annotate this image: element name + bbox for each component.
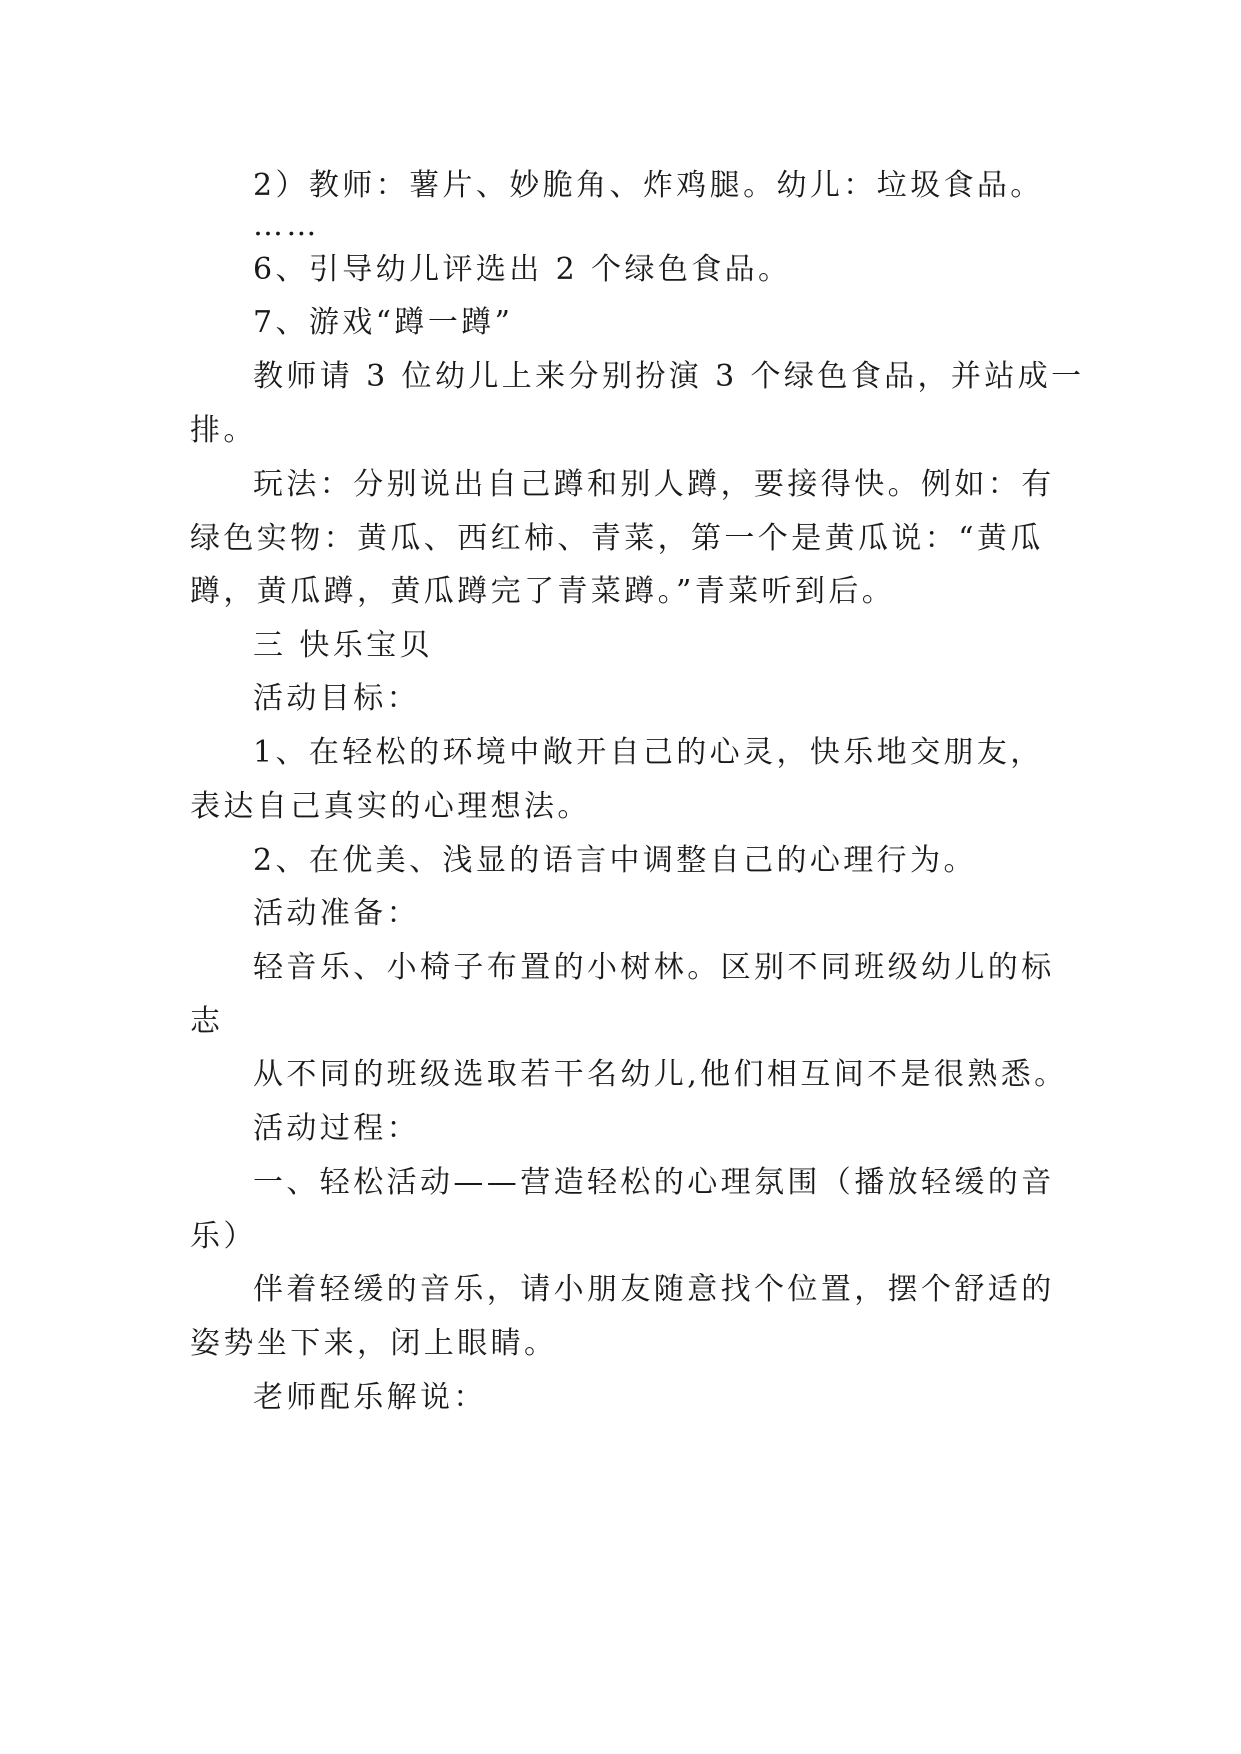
text-line-24: 老师配乐解说：	[253, 1380, 487, 1415]
text-line-19: 活动过程：	[253, 1111, 420, 1146]
text-line-18: 从不同的班级选取若干名幼儿,他们相互间不是很熟悉。	[253, 1057, 1068, 1092]
text-line-17: 志	[190, 1004, 224, 1039]
text-line-16: 轻音乐、小椅子布置的小树林。区别不同班级幼儿的标	[253, 950, 1055, 985]
text-line-1: 2）教师：薯片、妙脆角、炸鸡腿。幼儿：垃圾食品。	[253, 168, 1044, 203]
text-line-2: ……	[253, 208, 320, 243]
text-line-14: 2、在优美、浅显的语言中调整自己的心理行为。	[253, 843, 977, 878]
text-line-4: 7、游戏“蹲一蹲”	[253, 305, 514, 340]
text-line-9: 蹲，黄瓜蹲，黄瓜蹲完了青菜蹲。”青菜听到后。	[190, 574, 896, 609]
text-line-12: 1、在轻松的环境中敞开自己的心灵，快乐地交朋友，	[253, 735, 1044, 770]
text-line-3: 6、引导幼儿评选出 2 个绿色食品。	[253, 252, 792, 287]
text-line-23: 姿势坐下来，闭上眼睛。	[190, 1326, 558, 1361]
text-line-5: 教师请 3 位幼儿上来分别扮演 3 个绿色食品，并站成一	[253, 359, 1085, 394]
text-line-7: 玩法：分别说出自己蹲和别人蹲，要接得快。例如：有	[253, 467, 1055, 502]
text-line-8: 绿色实物：黄瓜、西红柿、青菜，第一个是黄瓜说：“黄瓜	[190, 521, 1044, 556]
text-line-20: 一、轻松活动——营造轻松的心理氛围（播放轻缓的音	[253, 1165, 1055, 1200]
text-line-11: 活动目标：	[253, 681, 420, 716]
section-heading: 三 快乐宝贝	[253, 628, 433, 663]
text-line-15: 活动准备：	[253, 896, 420, 931]
text-line-21: 乐）	[190, 1219, 257, 1254]
text-line-6: 排。	[190, 413, 257, 448]
text-line-22: 伴着轻缓的音乐，请小朋友随意找个位置，摆个舒适的	[253, 1272, 1055, 1307]
text-line-13: 表达自己真实的心理想法。	[190, 789, 591, 824]
